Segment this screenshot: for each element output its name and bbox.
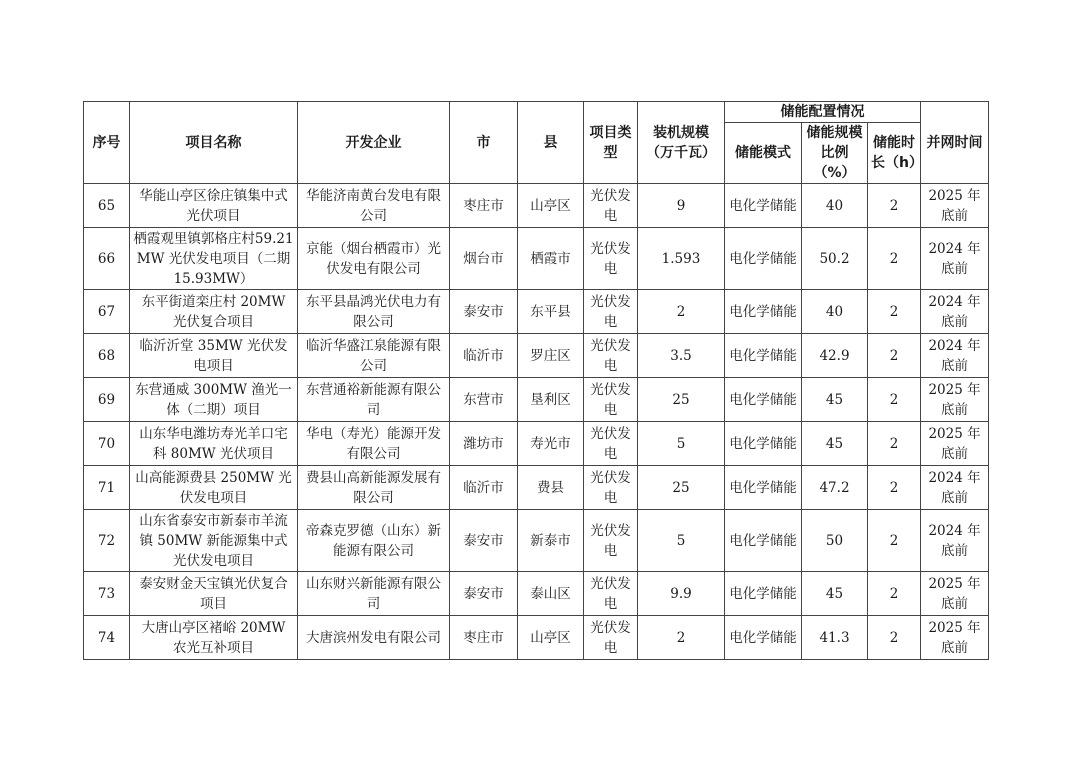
storage-duration-cell: 2 [868, 466, 921, 510]
county-cell: 东平县 [518, 290, 584, 334]
seq-cell: 73 [84, 572, 130, 616]
table-row [84, 228, 989, 290]
project-name-cell: 大唐山亭区褚峪 20MW 农光互补项目 [130, 616, 298, 660]
header-project-name: 项目名称 [130, 102, 298, 184]
company-cell: 华电（寿光）能源开发有限公司 [298, 422, 450, 466]
capacity-cell: 2 [638, 290, 725, 334]
type-cell: 光伏发电 [584, 572, 638, 616]
grid-time-cell: 2025 年底前 [921, 422, 989, 466]
storage-mode-cell: 电化学储能 [725, 466, 802, 510]
county-cell: 山亭区 [518, 184, 584, 228]
city-cell: 枣庄市 [450, 184, 518, 228]
capacity-cell: 5 [638, 510, 725, 572]
storage-duration-cell: 2 [868, 228, 921, 290]
company-cell: 东营通裕新能源有限公司 [298, 378, 450, 422]
storage-duration-cell: 2 [868, 290, 921, 334]
header-project-type: 项目类型 [584, 102, 638, 184]
table-body [84, 184, 989, 660]
storage-mode-cell: 电化学储能 [725, 228, 802, 290]
storage-ratio-cell: 50.2 [802, 228, 868, 290]
capacity-cell: 1.593 [638, 228, 725, 290]
type-cell: 光伏发电 [584, 228, 638, 290]
header-seq: 序号 [84, 102, 130, 184]
storage-duration-cell: 2 [868, 510, 921, 572]
capacity-cell: 9.9 [638, 572, 725, 616]
company-cell: 山东财兴新能源有限公司 [298, 572, 450, 616]
storage-ratio-cell: 45 [802, 572, 868, 616]
table-row [84, 184, 989, 228]
storage-duration-cell: 2 [868, 334, 921, 378]
storage-mode-cell: 电化学储能 [725, 184, 802, 228]
city-cell: 潍坊市 [450, 422, 518, 466]
grid-time-cell: 2024 年底前 [921, 334, 989, 378]
table-row [84, 290, 989, 334]
type-cell: 光伏发电 [584, 334, 638, 378]
storage-duration-cell: 2 [868, 572, 921, 616]
seq-cell: 68 [84, 334, 130, 378]
project-name-cell: 山高能源费县 250MW 光伏发电项目 [130, 466, 298, 510]
county-cell: 罗庄区 [518, 334, 584, 378]
grid-time-cell: 2024 年底前 [921, 466, 989, 510]
storage-ratio-cell: 45 [802, 422, 868, 466]
seq-cell: 74 [84, 616, 130, 660]
storage-mode-cell: 电化学储能 [725, 290, 802, 334]
table-row [84, 616, 989, 660]
storage-ratio-cell: 47.2 [802, 466, 868, 510]
header-company: 开发企业 [298, 102, 450, 184]
city-cell: 泰安市 [450, 510, 518, 572]
company-cell: 大唐滨州发电有限公司 [298, 616, 450, 660]
type-cell: 光伏发电 [584, 616, 638, 660]
company-cell: 京能（烟台栖霞市）光伏发电有限公司 [298, 228, 450, 290]
storage-ratio-cell: 50 [802, 510, 868, 572]
seq-cell: 71 [84, 466, 130, 510]
header-city: 市 [450, 102, 518, 184]
project-name-cell: 华能山亭区徐庄镇集中式光伏项目 [130, 184, 298, 228]
company-cell: 华能济南黄台发电有限公司 [298, 184, 450, 228]
table-row [84, 422, 989, 466]
project-name-cell: 泰安财金天宝镇光伏复合项目 [130, 572, 298, 616]
grid-time-cell: 2024 年底前 [921, 290, 989, 334]
city-cell: 泰安市 [450, 290, 518, 334]
seq-cell: 69 [84, 378, 130, 422]
grid-time-cell: 2025 年底前 [921, 572, 989, 616]
table-row [84, 572, 989, 616]
storage-ratio-cell: 40 [802, 184, 868, 228]
city-cell: 泰安市 [450, 572, 518, 616]
storage-ratio-cell: 42.9 [802, 334, 868, 378]
table-row [84, 378, 989, 422]
storage-duration-cell: 2 [868, 422, 921, 466]
storage-mode-cell: 电化学储能 [725, 422, 802, 466]
seq-cell: 65 [84, 184, 130, 228]
city-cell: 枣庄市 [450, 616, 518, 660]
storage-mode-cell: 电化学储能 [725, 334, 802, 378]
company-cell: 帝森克罗德（山东）新能源有限公司 [298, 510, 450, 572]
grid-time-cell: 2025 年底前 [921, 378, 989, 422]
project-name-cell: 东营通威 300MW 渔光一体（二期）项目 [130, 378, 298, 422]
capacity-cell: 25 [638, 466, 725, 510]
county-cell: 新泰市 [518, 510, 584, 572]
capacity-cell: 5 [638, 422, 725, 466]
seq-cell: 66 [84, 228, 130, 290]
county-cell: 寿光市 [518, 422, 584, 466]
city-cell: 临沂市 [450, 466, 518, 510]
header-grid-time: 并网时间 [921, 102, 989, 184]
seq-cell: 67 [84, 290, 130, 334]
project-table [83, 101, 989, 660]
type-cell: 光伏发电 [584, 184, 638, 228]
header-storage-ratio: 储能规模比例（%） [802, 123, 868, 184]
type-cell: 光伏发电 [584, 510, 638, 572]
header-storage-duration: 储能时长（h） [868, 123, 921, 184]
seq-cell: 70 [84, 422, 130, 466]
project-name-cell: 栖霞观里镇郭格庄村59.21MW 光伏发电项目（二期 15.93MW） [130, 228, 298, 290]
city-cell: 东营市 [450, 378, 518, 422]
county-cell: 费县 [518, 466, 584, 510]
storage-duration-cell: 2 [868, 184, 921, 228]
county-cell: 泰山区 [518, 572, 584, 616]
county-cell: 山亭区 [518, 616, 584, 660]
project-name-cell: 山东华电潍坊寿光羊口宅科 80MW 光伏项目 [130, 422, 298, 466]
header-capacity: 装机规模（万千瓦） [638, 102, 725, 184]
company-cell: 费县山高新能源发展有限公司 [298, 466, 450, 510]
capacity-cell: 3.5 [638, 334, 725, 378]
grid-time-cell: 2025 年底前 [921, 616, 989, 660]
project-name-cell: 山东省泰安市新泰市羊流镇 50MW 新能源集中式光伏发电项目 [130, 510, 298, 572]
grid-time-cell: 2024 年底前 [921, 510, 989, 572]
table-row [84, 510, 989, 572]
storage-mode-cell: 电化学储能 [725, 616, 802, 660]
storage-ratio-cell: 45 [802, 378, 868, 422]
capacity-cell: 25 [638, 378, 725, 422]
storage-ratio-cell: 41.3 [802, 616, 868, 660]
city-cell: 烟台市 [450, 228, 518, 290]
storage-mode-cell: 电化学储能 [725, 572, 802, 616]
storage-mode-cell: 电化学储能 [725, 378, 802, 422]
project-name-cell: 临沂沂堂 35MW 光伏发电项目 [130, 334, 298, 378]
type-cell: 光伏发电 [584, 290, 638, 334]
grid-time-cell: 2024 年底前 [921, 228, 989, 290]
type-cell: 光伏发电 [584, 466, 638, 510]
storage-duration-cell: 2 [868, 378, 921, 422]
table-row [84, 334, 989, 378]
company-cell: 东平县晶鸿光伏电力有限公司 [298, 290, 450, 334]
seq-cell: 72 [84, 510, 130, 572]
grid-time-cell: 2025 年底前 [921, 184, 989, 228]
project-name-cell: 东平街道栾庄村 20MW 光伏复合项目 [130, 290, 298, 334]
header-storage-mode: 储能模式 [725, 123, 802, 184]
storage-ratio-cell: 40 [802, 290, 868, 334]
table-row [84, 466, 989, 510]
city-cell: 临沂市 [450, 334, 518, 378]
type-cell: 光伏发电 [584, 422, 638, 466]
header-county: 县 [518, 102, 584, 184]
company-cell: 临沂华盛江泉能源有限公司 [298, 334, 450, 378]
county-cell: 栖霞市 [518, 228, 584, 290]
header-storage-group: 储能配置情况 [725, 102, 921, 123]
storage-mode-cell: 电化学储能 [725, 510, 802, 572]
storage-duration-cell: 2 [868, 616, 921, 660]
capacity-cell: 2 [638, 616, 725, 660]
county-cell: 垦利区 [518, 378, 584, 422]
type-cell: 光伏发电 [584, 378, 638, 422]
capacity-cell: 9 [638, 184, 725, 228]
